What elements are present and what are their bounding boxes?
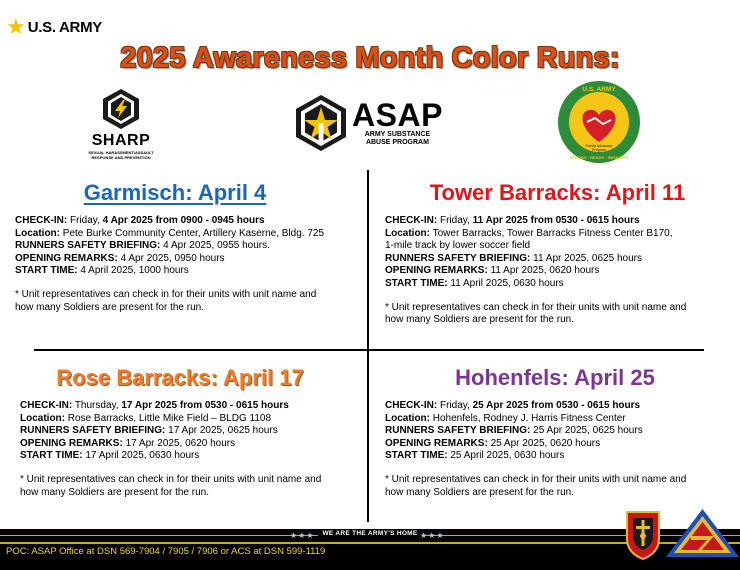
sharp-emblem-icon bbox=[101, 87, 141, 131]
briefing-label: RUNNERS SAFETY BRIEFING: bbox=[385, 425, 531, 437]
briefing-value: 11 Apr 2025, 0625 hours bbox=[530, 252, 642, 264]
run-title: Hohenfels: April 25 bbox=[455, 365, 655, 390]
sharp-subtitle: SEXUAL HARASSMENT/ASSAULT RESPONSE AND PREVENTION bbox=[88, 150, 154, 160]
family-advocacy-emblem-icon bbox=[557, 80, 641, 164]
checkin-window: 4 Apr 2025 from 0900 - 0945 hours bbox=[102, 215, 265, 226]
checkin-day: Friday, bbox=[67, 215, 103, 226]
location-value: Tower Barracks, Tower Barracks Fitness Center B170, bbox=[430, 227, 673, 239]
location-value: Hohenfels, Rodney J. Harris Fitness Center bbox=[430, 412, 626, 424]
run-details bbox=[15, 215, 360, 278]
asap-word: ASAP bbox=[352, 97, 443, 133]
checkin-window: 11 Apr 2025 from 0530 - 0615 hours bbox=[472, 215, 640, 226]
checkin-label: CHECK-IN: bbox=[385, 400, 438, 411]
location-label: Location: bbox=[385, 412, 430, 424]
start-label: START TIME: bbox=[385, 277, 448, 289]
remarks-value: 25 Apr 2025, 0620 hours bbox=[487, 437, 601, 449]
checkin-label: CHECK-IN: bbox=[385, 215, 438, 226]
remarks-label: OPENING REMARKS: bbox=[385, 265, 488, 277]
garrison-crest-icon bbox=[623, 508, 663, 560]
asap-shield-icon bbox=[294, 93, 348, 153]
star-icon: ★ bbox=[6, 14, 26, 39]
run-title: Rose Barracks: April 17 bbox=[56, 365, 304, 390]
remarks-value: 11 Apr 2025, 0620 hours bbox=[487, 265, 600, 277]
briefing-label: RUNNERS SAFETY BRIEFING: bbox=[385, 252, 531, 264]
briefing-value: 4 Apr 2025, 0955 hours. bbox=[160, 240, 270, 252]
checkin-window: 17 Apr 2025 from 0530 - 0615 hours bbox=[121, 400, 289, 411]
note-line-1: * Unit representatives can check in for their units with unit name and bbox=[15, 288, 317, 300]
run-title: Garmisch: April 4 bbox=[83, 180, 267, 205]
fap-mid-text-2: Program bbox=[592, 148, 606, 152]
run-details bbox=[385, 400, 730, 463]
run-note bbox=[15, 289, 360, 314]
checkin-day: Friday, bbox=[437, 215, 473, 226]
remarks-label: OPENING REMARKS: bbox=[20, 437, 123, 449]
start-value: 17 April 2025, 0630 hours bbox=[82, 450, 200, 462]
briefing-label: RUNNERS SAFETY BRIEFING: bbox=[20, 425, 166, 437]
briefing-label: RUNNERS SAFETY BRIEFING: bbox=[15, 240, 161, 252]
footer-motto: WE ARE THE ARMY'S HOME bbox=[318, 530, 421, 537]
page-title: 2025 Awareness Month Color Runs: bbox=[120, 42, 620, 74]
run-details bbox=[385, 215, 730, 291]
note-line-2: how many Soldiers are present for the run. bbox=[385, 314, 574, 326]
checkin-label: CHECK-IN: bbox=[20, 400, 73, 411]
run-card-hohenfels bbox=[385, 365, 730, 499]
note-line-1: * Unit representatives can check in for their units with unit name and bbox=[385, 301, 687, 313]
footer-stars-left-icon: ★★★ bbox=[290, 531, 315, 540]
checkin-label: CHECK-IN: bbox=[15, 215, 68, 226]
remarks-label: OPENING REMARKS: bbox=[15, 252, 118, 264]
vertical-divider bbox=[367, 170, 369, 522]
run-note bbox=[20, 474, 360, 499]
start-label: START TIME: bbox=[15, 265, 78, 277]
checkin-day: Thursday, bbox=[72, 400, 122, 411]
asap-logo bbox=[294, 93, 443, 153]
poc-contact: POC: ASAP Office at DSN 569-7904 / 7905 / 7906 or ACS at DSN 599-1119 bbox=[6, 546, 326, 557]
location-label: Location: bbox=[20, 412, 65, 424]
army-logo bbox=[6, 16, 102, 38]
run-card-rose-barracks bbox=[20, 365, 360, 499]
remarks-value: 17 Apr 2025, 0620 hours bbox=[122, 437, 236, 449]
remarks-label: OPENING REMARKS: bbox=[385, 437, 488, 449]
run-note bbox=[385, 474, 730, 499]
run-note bbox=[385, 302, 730, 327]
run-card-tower-barracks bbox=[385, 180, 730, 327]
note-line-2: how many Soldiers are present for the run. bbox=[385, 486, 574, 498]
location-label: Location: bbox=[15, 227, 60, 239]
fap-bottom-text: STRONG · READY · RESILIENT bbox=[569, 155, 629, 160]
start-value: 4 April 2025, 1000 hours bbox=[77, 265, 189, 277]
run-card-garmisch bbox=[15, 180, 360, 314]
sharp-word: SHARP bbox=[91, 132, 151, 149]
start-label: START TIME: bbox=[20, 450, 83, 462]
fap-mid-text-1: Family Advocacy bbox=[585, 144, 613, 148]
run-title: Tower Barracks: April 11 bbox=[429, 180, 686, 205]
start-label: START TIME: bbox=[385, 450, 448, 462]
briefing-value: 25 Apr 2025, 0625 hours bbox=[530, 425, 643, 437]
start-value: 25 April 2025, 0630 hours bbox=[447, 450, 565, 462]
run-details bbox=[20, 400, 360, 463]
army-brand-text: U.S. ARMY bbox=[27, 18, 102, 36]
location-value: Rose Barracks, Little Mike Field – BLDG 1108 bbox=[65, 412, 272, 424]
footer-stars-right-icon: ★★★ bbox=[420, 531, 445, 540]
checkin-window: 25 Apr 2025 from 0530 - 0615 hours bbox=[472, 400, 641, 411]
note-line-1: * Unit representatives can check in for their units with unit name and bbox=[20, 473, 322, 485]
fap-top-text: U.S. ARMY bbox=[582, 86, 616, 93]
asap-subtitle-2: ABUSE PROGRAM bbox=[365, 139, 429, 146]
briefing-value: 17 Apr 2025, 0625 hours bbox=[165, 425, 278, 437]
location-label: Location: bbox=[385, 227, 430, 239]
asap-subtitle-1: ARMY SUBSTANCE bbox=[364, 131, 431, 138]
family-advocacy-logo bbox=[557, 80, 641, 169]
note-line-2: how many Soldiers are present for the run. bbox=[20, 486, 209, 498]
checkin-day: Friday, bbox=[437, 400, 473, 411]
start-value: 11 April 2025, 0630 hours bbox=[447, 277, 564, 289]
sharp-logo bbox=[88, 87, 154, 160]
seventh-army-patch-icon bbox=[665, 508, 740, 558]
location-value-2: 1-mile track by lower soccer field bbox=[385, 240, 531, 252]
remarks-value: 4 Apr 2025, 0950 hours bbox=[117, 252, 225, 264]
location-value: Pete Burke Community Center, Artillery Kaserne, Bldg. 725 bbox=[60, 227, 325, 239]
garrison-crest bbox=[623, 508, 663, 565]
seventh-army-patch bbox=[665, 508, 740, 563]
horizontal-divider bbox=[34, 349, 704, 351]
note-line-2: how many Soldiers are present for the run. bbox=[15, 301, 204, 313]
note-line-1: * Unit representatives can check in for their units with unit name and bbox=[385, 473, 687, 485]
